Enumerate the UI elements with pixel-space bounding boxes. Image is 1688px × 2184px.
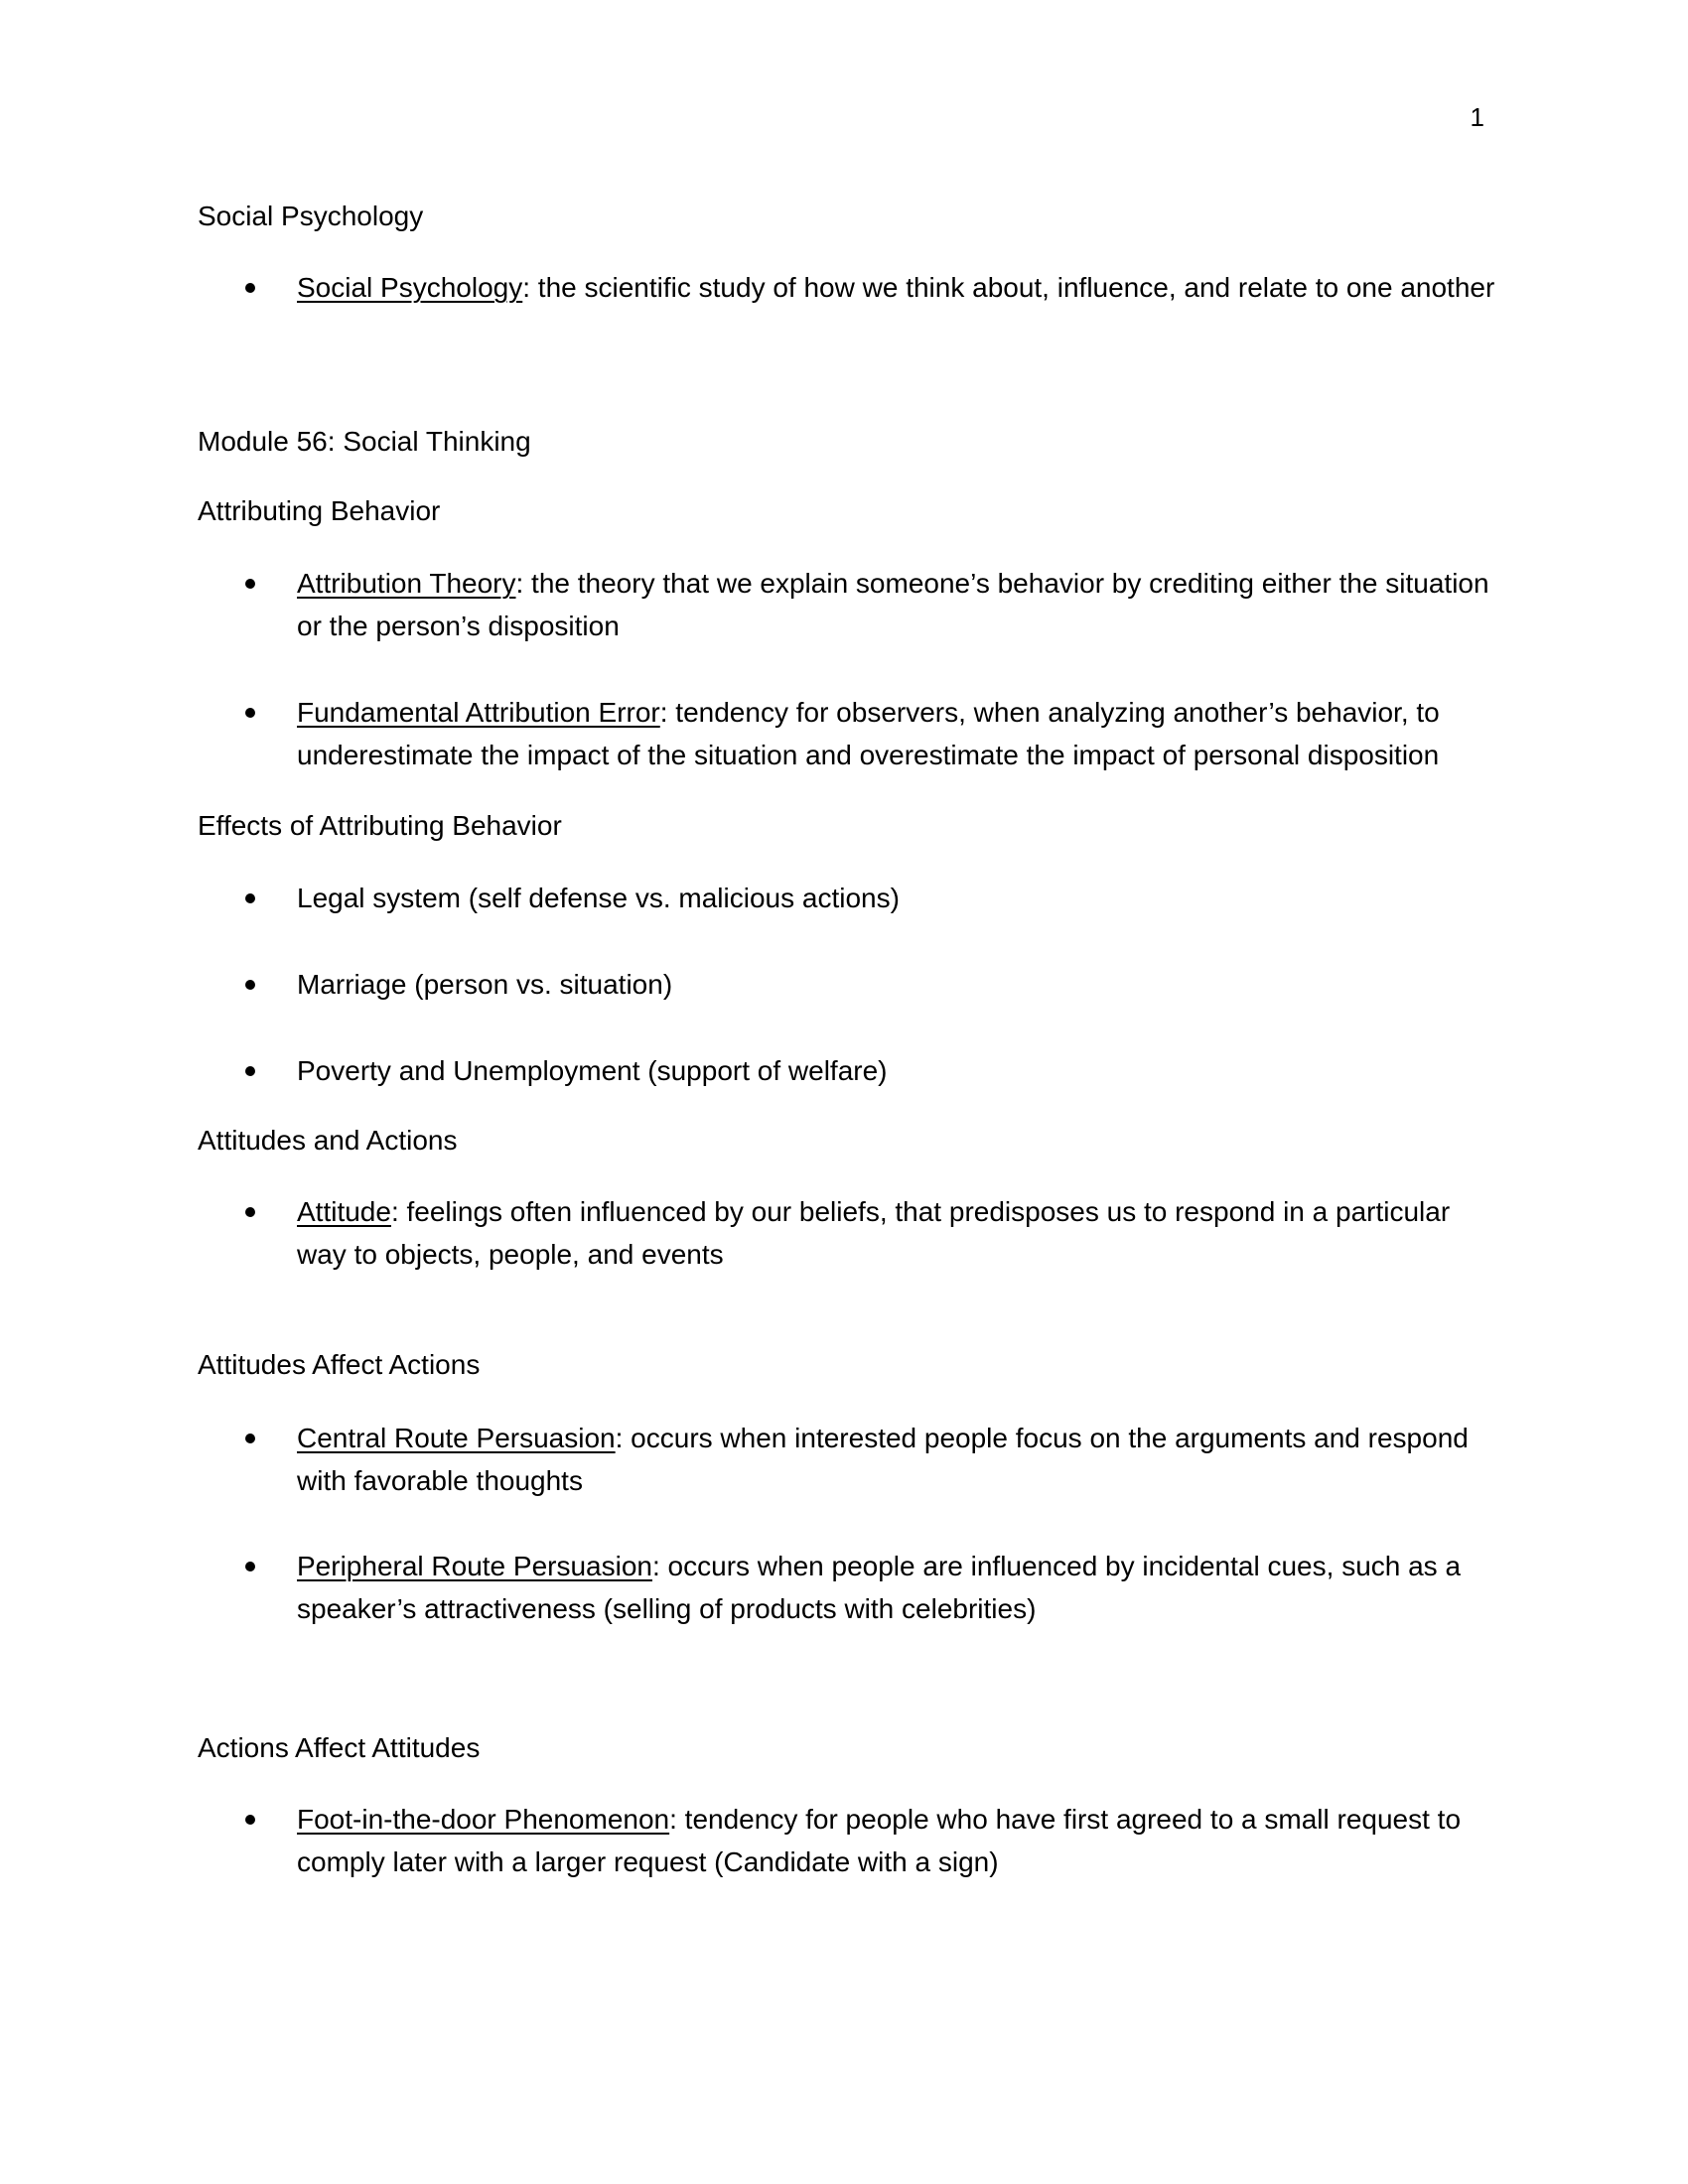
term-peripheral-route-persuasion: Peripheral Route Persuasion [297,1551,652,1581]
definition-fundamental-attribution-error: : tendency for observers, when analyzing another’s behavior, to underestimate the impact of the situation and overestimate the impact of personal disposition [297,697,1440,770]
term-attitude: Attitude [297,1196,391,1227]
definition-peripheral-route-persuasion: : occurs when people are influenced by incidental cues, such as a speaker’s attractiveness (selling of products with celebrities) [297,1551,1462,1624]
section-heading-social-psychology: Social Psychology [198,201,424,231]
term-foot-in-the-door: Foot-in-the-door Phenomenon [297,1804,670,1835]
section-heading-effects-of-attributing: Effects of Attributing Behavior [198,810,562,841]
definition-attribution-theory: : the theory that we explain someone’s behavior by crediting either the situation or the person’s disposition [297,568,1489,641]
bullet-poverty [198,1049,1498,1092]
definition-social-psychology: : the scientific study of how we think about, influence, and relate to one another [522,272,1495,303]
bullet-legal-system [198,877,1498,919]
term-attribution-theory: Attribution Theory [297,568,516,599]
section-heading-actions-affect-attitudes: Actions Affect Attitudes [198,1732,481,1763]
section-heading-module-56: Module 56: Social Thinking [198,426,531,457]
bullet-text [297,1190,1498,1276]
bullet-dot [245,1066,255,1076]
bullet-text: Marriage (person vs. situation) [297,969,673,1000]
bullet-text [297,1417,1498,1502]
bullet-dot [245,1562,255,1571]
bullet-text [297,691,1498,776]
bullet-text: Poverty and Unemployment (support of welfare) [297,1055,888,1086]
page-number: 1 [1470,102,1484,132]
section-heading-attitudes-affect-actions: Attitudes Affect Actions [198,1349,481,1380]
section-heading-attributing-behavior: Attributing Behavior [198,495,441,526]
bullet-dot [245,283,255,293]
definition-central-route-persuasion: : occurs when interested people focus on the arguments and respond with favorable thoughts [297,1423,1469,1496]
bullet-dot [245,579,255,589]
bullet-attribution-theory [198,562,1498,647]
bullet-text [297,562,1498,647]
bullet-text: Legal system (self defense vs. malicious actions) [297,883,900,913]
bullet-fundamental-attribution-error [198,691,1498,776]
bullet-foot-in-the-door [198,1798,1498,1883]
bullet-text [297,266,1498,309]
bullet-text [297,1545,1498,1630]
definition-foot-in-the-door: : tendency for people who have first agreed to a small request to comply later with a larger request (Candidate with a sign) [297,1804,1462,1877]
bullet-text [297,1798,1498,1883]
bullet-dot [245,893,255,903]
bullet-dot [245,708,255,718]
bullet-central-route-persuasion [198,1417,1498,1502]
bullet-marriage [198,963,1498,1006]
term-central-route-persuasion: Central Route Persuasion [297,1423,616,1453]
bullet-dot [245,1815,255,1825]
section-heading-attitudes-and-actions: Attitudes and Actions [198,1125,458,1156]
bullet-dot [245,980,255,990]
bullet-social-psychology [198,266,1498,309]
bullet-dot [245,1433,255,1443]
bullet-attitude [198,1190,1498,1276]
definition-attitude: : feelings often influenced by our beliefs, that predisposes us to respond in a particular way to objects, people, and events [297,1196,1451,1270]
term-fundamental-attribution-error: Fundamental Attribution Error [297,697,660,728]
term-social-psychology: Social Psychology [297,272,523,303]
bullet-peripheral-route-persuasion [198,1545,1498,1630]
bullet-dot [245,1207,255,1217]
